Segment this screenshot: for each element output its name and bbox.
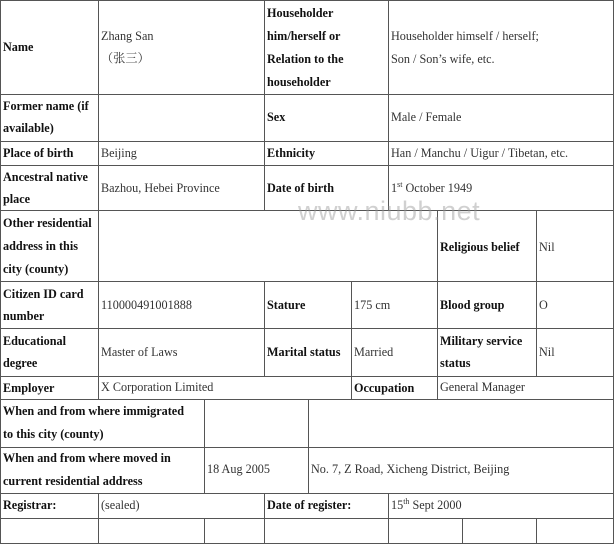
other-address-label: city (county): [3, 262, 69, 276]
rule: [0, 518, 614, 519]
register-date-label: Date of register:: [267, 498, 352, 512]
relation-value: Householder himself / herself;: [391, 29, 539, 43]
religious-belief-label: Religious belief: [440, 240, 520, 254]
citizen-id-label: Citizen ID card: [3, 287, 84, 301]
rule: [536, 518, 537, 544]
marital-status-value: Married: [354, 345, 394, 359]
rule: [264, 493, 265, 544]
immigrated-label: to this city (county): [3, 427, 104, 441]
former-name-label: available): [3, 121, 54, 135]
moved-in-date: 18 Aug 2005: [207, 462, 270, 476]
stature-value: 175 cm: [354, 298, 391, 312]
rule: [0, 328, 614, 329]
immigrated-label: When and from where immigrated: [3, 404, 184, 418]
marital-status-label: Marital status: [267, 345, 341, 359]
rule: [388, 0, 389, 211]
rule: [0, 0, 1, 544]
rule: [308, 399, 309, 494]
military-service-label: Military service: [440, 334, 523, 348]
moved-in-place: No. 7, Z Road, Xicheng District, Beijing: [311, 462, 510, 476]
sex-value: Male / Female: [391, 110, 462, 124]
relation-label: Relation to the: [267, 52, 344, 66]
sex-label: Sex: [267, 110, 286, 124]
rule: [0, 165, 614, 166]
name-value-chinese: （张三）: [101, 51, 150, 65]
ancestral-place-label: Ancestral native: [3, 170, 88, 184]
stature-label: Stature: [267, 298, 306, 312]
rule: [98, 0, 99, 400]
employer-value: X Corporation Limited: [101, 380, 214, 394]
blood-group-value: O: [539, 298, 548, 312]
blood-group-label: Blood group: [440, 298, 505, 312]
religious-belief-value: Nil: [539, 240, 555, 254]
rule: [0, 0, 614, 1]
rule: [0, 281, 614, 282]
employer-label: Employer: [3, 381, 55, 395]
rule: [264, 281, 265, 377]
education-label: degree: [3, 356, 38, 370]
rule: [204, 518, 205, 544]
registrar-value: (sealed): [101, 498, 140, 512]
rule: [437, 210, 438, 400]
relation-value: Son / Son’s wife, etc.: [391, 52, 495, 66]
name-label: Name: [3, 40, 34, 54]
relation-label: Householder: [267, 6, 334, 20]
relation-label: householder: [267, 75, 331, 89]
date-of-birth-label: Date of birth: [267, 181, 335, 195]
date-of-birth-value: 1st October 1949: [391, 179, 473, 195]
rule: [98, 493, 99, 544]
place-of-birth-value: Beijing: [101, 146, 137, 160]
moved-in-label: current residential address: [3, 474, 143, 488]
ancestral-place-value: Bazhou, Hebei Province: [101, 181, 220, 195]
rule: [204, 399, 205, 494]
rule: [264, 0, 265, 211]
registrar-label: Registrar:: [3, 498, 57, 512]
other-address-label: address in this: [3, 239, 78, 253]
education-value: Master of Laws: [101, 345, 178, 359]
military-service-label: status: [440, 356, 471, 370]
register-date-value: 15th Sept 2000: [391, 496, 462, 512]
military-service-value: Nil: [539, 345, 555, 359]
ancestral-place-label: place: [3, 192, 31, 206]
citizen-id-value: 110000491001888: [101, 298, 192, 312]
rule: [536, 210, 537, 377]
former-name-label: Former name (if: [3, 99, 89, 113]
other-address-label: Other residential: [3, 216, 92, 230]
name-value: Zhang San: [101, 29, 154, 43]
rule: [388, 493, 389, 544]
ethnicity-label: Ethnicity: [267, 146, 316, 160]
place-of-birth-label: Place of birth: [3, 146, 74, 160]
rule: [351, 281, 352, 400]
moved-in-label: When and from where moved in: [3, 451, 171, 465]
citizen-id-label: number: [3, 309, 45, 323]
rule: [0, 94, 614, 95]
occupation-value: General Manager: [440, 380, 525, 394]
rule: [462, 518, 463, 544]
watermark: www.niubb.net: [298, 196, 481, 226]
ethnicity-value: Han / Manchu / Uigur / Tibetan, etc.: [391, 146, 569, 160]
education-label: Educational: [3, 334, 66, 348]
occupation-label: Occupation: [354, 381, 415, 395]
relation-label: him/herself or: [267, 29, 341, 43]
